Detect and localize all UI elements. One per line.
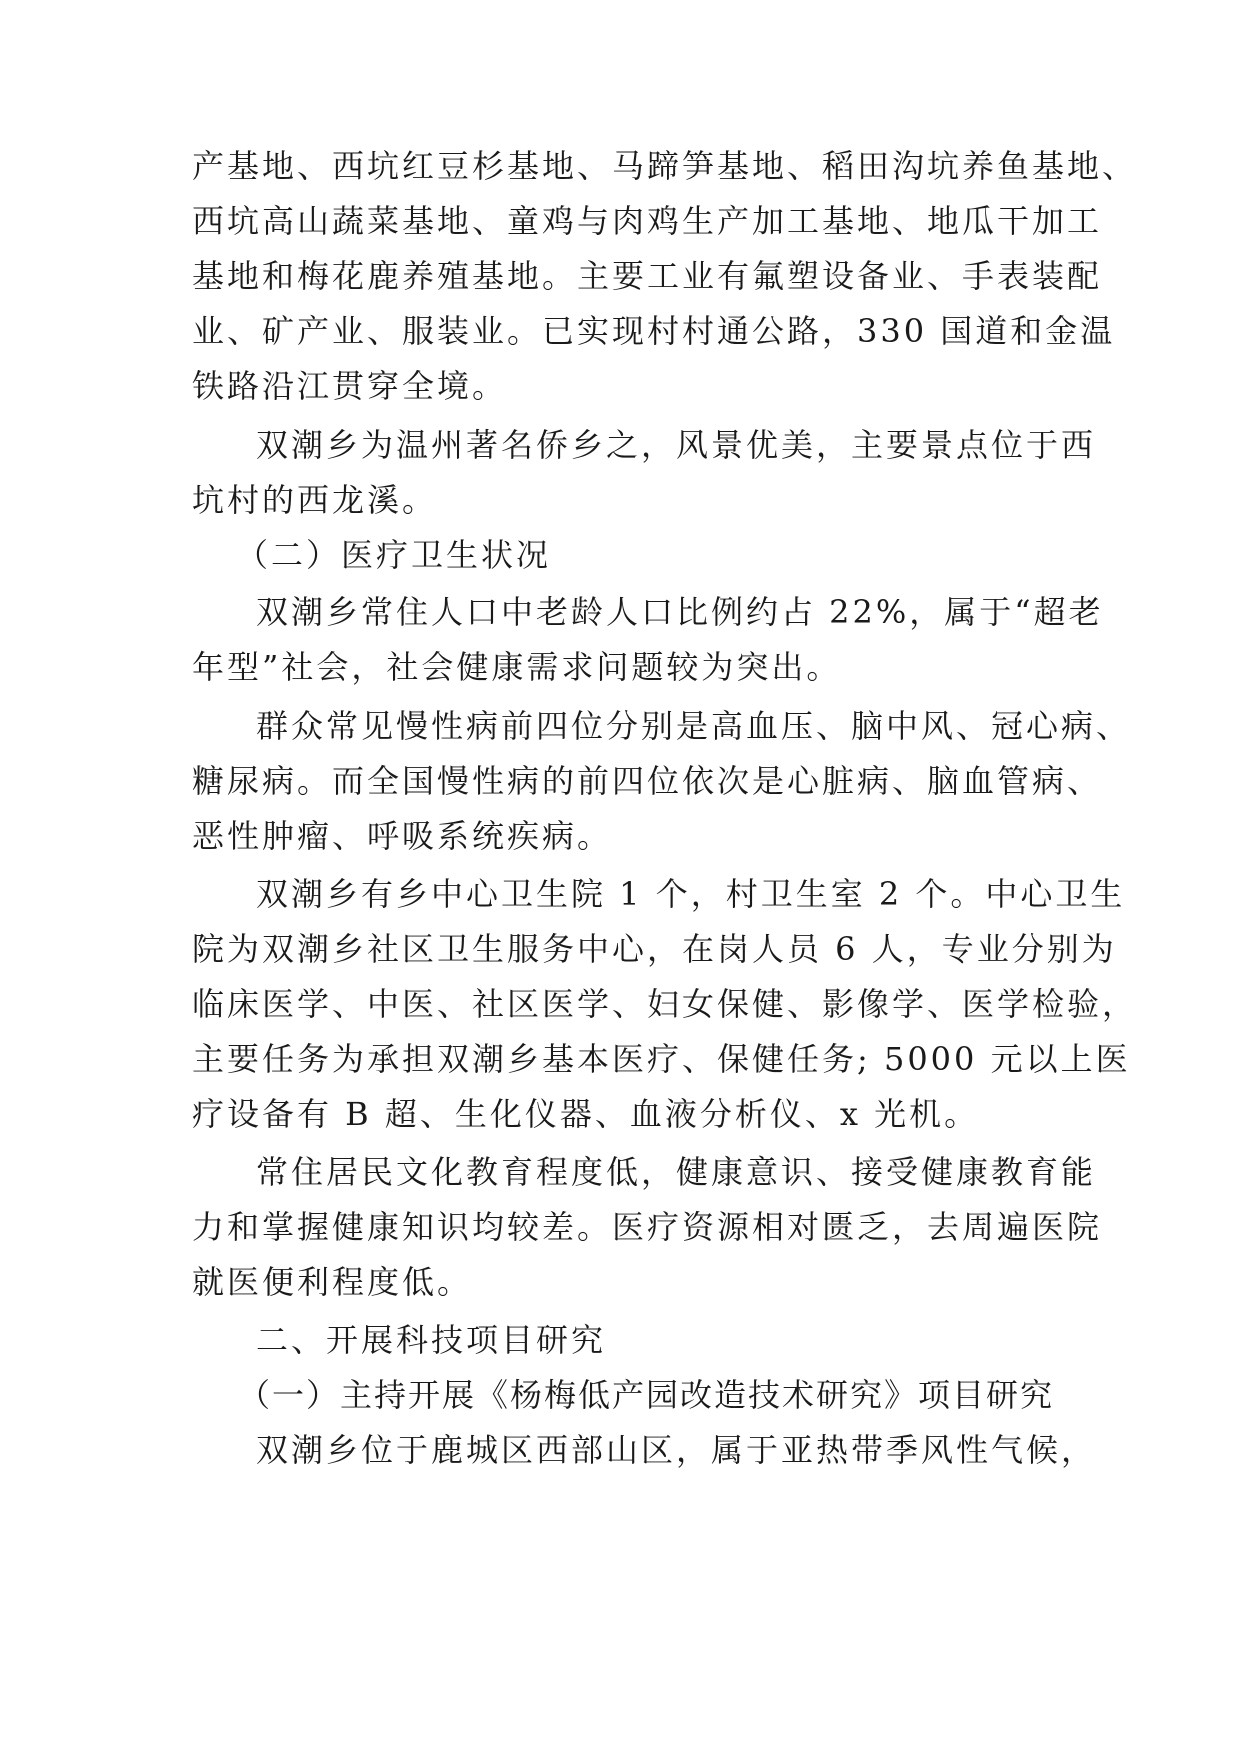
- text-line: 临床医学、中医、社区医学、妇女保健、影像学、医学检验，: [192, 985, 1138, 1023]
- paragraph-first-line: 常住居民文化教育程度低，健康意识、接受健康教育能: [256, 1153, 1097, 1191]
- text-line: 力和掌握健康知识均较差。医疗资源相对匮乏，去周遍医院: [192, 1208, 1103, 1246]
- text-line: 年型”社会，社会健康需求问题较为突出。: [192, 648, 842, 686]
- paragraph-first-line: 双潮乡有乡中心卫生院 1 个，村卫生室 2 个。中心卫生: [256, 875, 1126, 913]
- text-line: 坑村的西龙溪。: [192, 481, 438, 519]
- text-line: 西坑高山蔬菜基地、童鸡与肉鸡生产加工基地、地瓜干加工: [192, 202, 1103, 240]
- text-line: 就医便利程度低。: [192, 1263, 473, 1301]
- paragraph-first-line: 双潮乡位于鹿城区西部山区，属于亚热带季风性气候，: [256, 1431, 1097, 1469]
- text-line: 糖尿病。而全国慢性病的前四位依次是心脏病、脑血管病、: [192, 762, 1103, 800]
- text-line: 恶性肿瘤、呼吸系统疾病。: [192, 817, 613, 855]
- text-line: 疗设备有 B 超、生化仪器、血液分析仪、x 光机。: [192, 1095, 980, 1133]
- text-line: 业、矿产业、服装业。已实现村村通公路，330 国道和金温: [192, 312, 1116, 350]
- paragraph-first-line: 双潮乡为温州著名侨乡之，风景优美，主要景点位于西: [256, 426, 1097, 464]
- subsection-heading: （一）主持开展《杨梅低产园改造技术研究》项目研究: [238, 1376, 1055, 1414]
- text-line: 院为双潮乡社区卫生服务中心，在岗人员 6 人，专业分别为: [192, 930, 1117, 968]
- section-heading: 二、开展科技项目研究: [256, 1321, 607, 1359]
- text-line: 基地和梅花鹿养殖基地。主要工业有氟塑设备业、手表装配: [192, 257, 1103, 295]
- text-line: 主要任务为承担双潮乡基本医疗、保健任务; 5000 元以上医: [192, 1040, 1131, 1078]
- text-line: 产基地、西坑红豆杉基地、马蹄笋基地、稻田沟坑养鱼基地、: [192, 147, 1138, 185]
- section-heading: （二）医疗卫生状况: [236, 536, 552, 574]
- paragraph-first-line: 双潮乡常住人口中老龄人口比例约占 22%，属于“超老: [256, 593, 1104, 631]
- text-line: 铁路沿江贯穿全境。: [192, 367, 508, 405]
- paragraph-first-line: 群众常见慢性病前四位分别是高血压、脑中风、冠心病、: [256, 707, 1132, 745]
